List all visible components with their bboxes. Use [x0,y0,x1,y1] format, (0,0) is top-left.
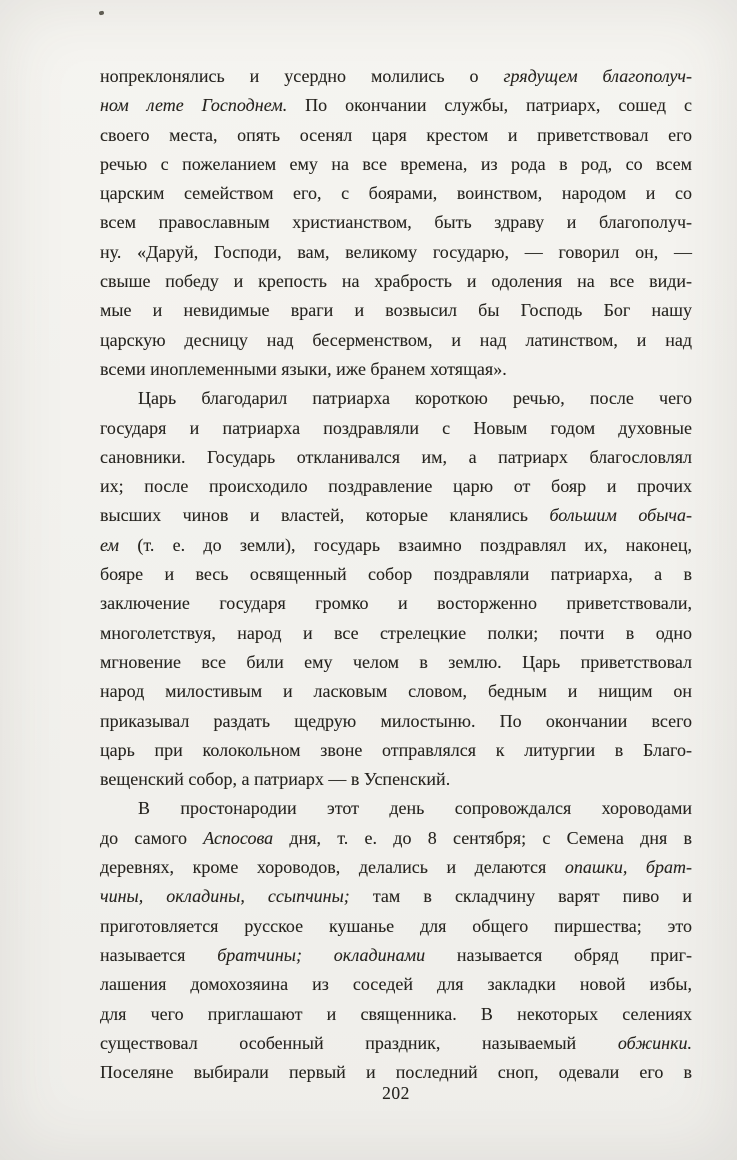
text-line [100,1000,692,1029]
text-line [100,941,692,970]
page-number: 202 [382,1083,410,1103]
text-segment: называется [100,944,218,965]
text-line [100,707,692,736]
text-segment-italic: ем [100,534,120,555]
text-segment: речью с пожеланием ему на все времена, из рода в род, со всем [100,153,692,174]
text-line [100,150,692,179]
text-segment: высших чинов и властей, которые кланялись [100,505,550,526]
text-segment-italic: братчины; окладинами [217,944,426,965]
text-segment-italic: ном лете Господнем. [100,95,288,116]
text-line [100,560,692,589]
text-line [100,970,692,999]
text-segment: для чего приглашают и священника. В некоторых селениях [100,1003,692,1024]
text-segment: приказывал раздать щедрую милостыню. По окончании всего [100,710,692,731]
text-segment: до самого [100,827,204,848]
text-line [100,121,692,150]
text-segment-italic: опашки, брат- [564,857,692,878]
text-line [100,648,692,677]
text-line [100,296,692,325]
text-line [100,267,692,296]
text-segment: мгновение все били ему челом в землю. Царь приветствовал [100,651,692,672]
text-line [100,765,692,794]
text-line [100,355,692,384]
text-segment: приготовляется русское кушанье для общего пиршества; это [100,915,692,936]
text-segment: вещенский собор, а патриарх — в Успенский. [100,769,451,790]
text-segment: деревнях, кроме хороводов, делались и делаются [100,857,565,878]
text-line [100,677,692,706]
text-segment: (т. е. до земли), государь взаимно поздравлял их, наконец, [119,534,692,555]
text-segment: царскую десницу над бесерменством, и над латинством, и над [100,329,692,350]
text-segment: их; после происходило поздравление царю от бояр и прочих [100,476,692,497]
text-line [100,619,692,648]
text-segment: мые и невидимые враги и возвысил бы Господь Бог нашу [100,300,692,321]
text-segment: лашения домохозяина из соседей для закладки новой избы, [100,974,692,995]
text-segment: там в складчину варят пиво и [349,886,692,907]
text-line [100,443,692,472]
text-line [100,853,692,882]
text-segment: ну. «Даруй, Господи, вам, великому государю, — говорил он, — [100,241,692,262]
text-segment: нопреклонялись и усердно молились о [100,66,504,86]
text-line [100,62,692,91]
text-line [100,794,692,823]
text-segment: народ милостивым и ласковым словом, бедным и нищим он [100,681,692,702]
text-segment: По окончании службы, патриарх, сошед с [287,95,692,116]
text-line [100,531,692,560]
text-segment: своего места, опять осенял царя крестом и приветствовал его [100,124,692,145]
text-line [100,238,692,267]
text-segment: свыше победу и крепость на храбрость и одоления на все види- [100,271,692,292]
text-segment-italic: большим обыча- [549,505,692,526]
page-text-block [100,62,692,1087]
text-segment-italic: обжинки. [617,1032,692,1053]
text-line [100,208,692,237]
text-line [100,179,692,208]
text-segment-italic: чины, окладины, ссыпчины; [100,886,350,907]
text-segment-italic: Аспосова [203,827,274,848]
text-line [100,501,692,530]
text-line [100,589,692,618]
text-segment: всеми иноплеменными языки, иже бранем хотящая». [100,358,507,379]
text-segment: Поселяне выбирали первый и последний сноп, одевали его в [100,1062,692,1083]
text-line [100,1029,692,1058]
text-segment: государя и патриарха поздравляли с Новым годом духовные [100,417,692,438]
text-segment: называется обряд приг- [425,944,693,965]
text-segment: существовал особенный праздник, называемый [100,1032,618,1053]
text-segment-italic: грядущем благополуч- [503,66,692,86]
text-segment: многолетствуя, народ и все стрелецкие полки; почти в одно [100,622,692,643]
text-line [100,414,692,443]
text-line [100,912,692,941]
text-segment: царским семейством его, с боярами, воинством, народом и со [100,183,692,204]
text-segment: царь при колокольном звоне отправлялся к литургии в Благо- [100,739,692,760]
text-line [100,472,692,501]
scan-artifact-dot [99,11,105,16]
text-segment: Царь благодарил патриарха короткою речью, после чего [138,388,692,409]
text-segment: сановники. Государь откланивался им, а патриарх благословлял [100,446,692,467]
text-segment: В простонародии этот день сопровождался хороводами [138,798,692,819]
text-line [100,91,692,120]
text-segment: бояре и весь освященный собор поздравляли патриарха, а в [100,564,692,585]
text-segment: всем православным христианством, быть здраву и благополуч- [100,212,692,233]
text-line [100,824,692,853]
text-line [100,736,692,765]
text-line [100,326,692,355]
text-segment: дня, т. е. до 8 сентября; с Семена дня в [273,827,692,848]
text-segment: заключение государя громко и восторженно приветствовали, [100,593,692,614]
text-line [100,882,692,911]
text-line [100,384,692,413]
